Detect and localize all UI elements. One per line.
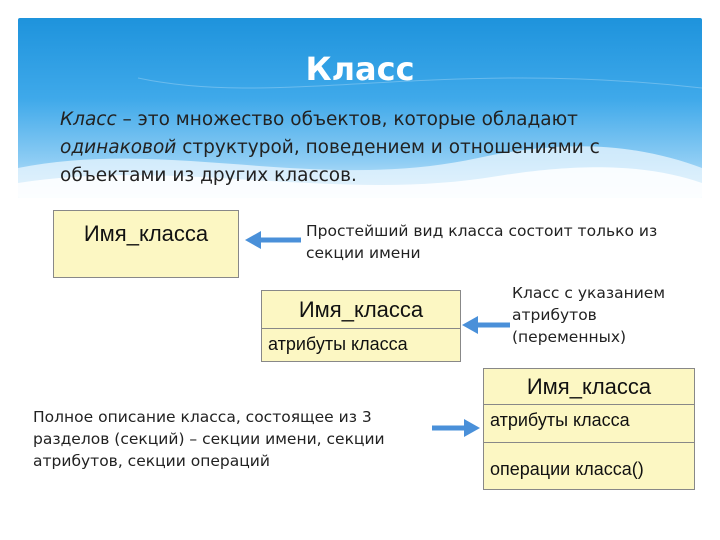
arrow-right-icon: [432, 418, 482, 438]
uml-class-full: [483, 368, 695, 490]
uml-class-operations: операции класса(): [490, 459, 644, 479]
note-with-attributes: Класс с указанием атрибутов (переменных): [512, 284, 666, 346]
intro-paragraph: [60, 106, 660, 190]
uml-class-name: Имя_класса: [484, 369, 694, 405]
arrow-left-icon: [462, 315, 512, 335]
uml-class-name-only: [53, 210, 239, 278]
uml-class-with-attributes: [261, 290, 461, 362]
arrow-left-icon: [245, 230, 305, 250]
intro-text-2: структурой, поведением и отношениями с объектами из других классов.: [60, 137, 600, 186]
note-name-only: Простейший вид класса состоит только из секции имени: [306, 222, 658, 262]
intro-emphasis: одинаковой: [60, 137, 177, 158]
intro-text-1: – это множество объектов, которые обладают: [116, 109, 578, 130]
uml-class-attributes: атрибуты класса: [484, 405, 694, 443]
uml-class-name: Имя_класса: [83, 221, 209, 246]
uml-class-attributes: атрибуты класса: [268, 334, 408, 354]
note-full-class: Полное описание класса, состоящее из 3 разделов (секций) – секции имени, секции атрибутов, секции операций: [33, 408, 385, 470]
uml-class-name: Имя_класса: [262, 291, 460, 329]
intro-term: Класс: [60, 109, 117, 130]
slide-title: Класс: [305, 50, 415, 88]
